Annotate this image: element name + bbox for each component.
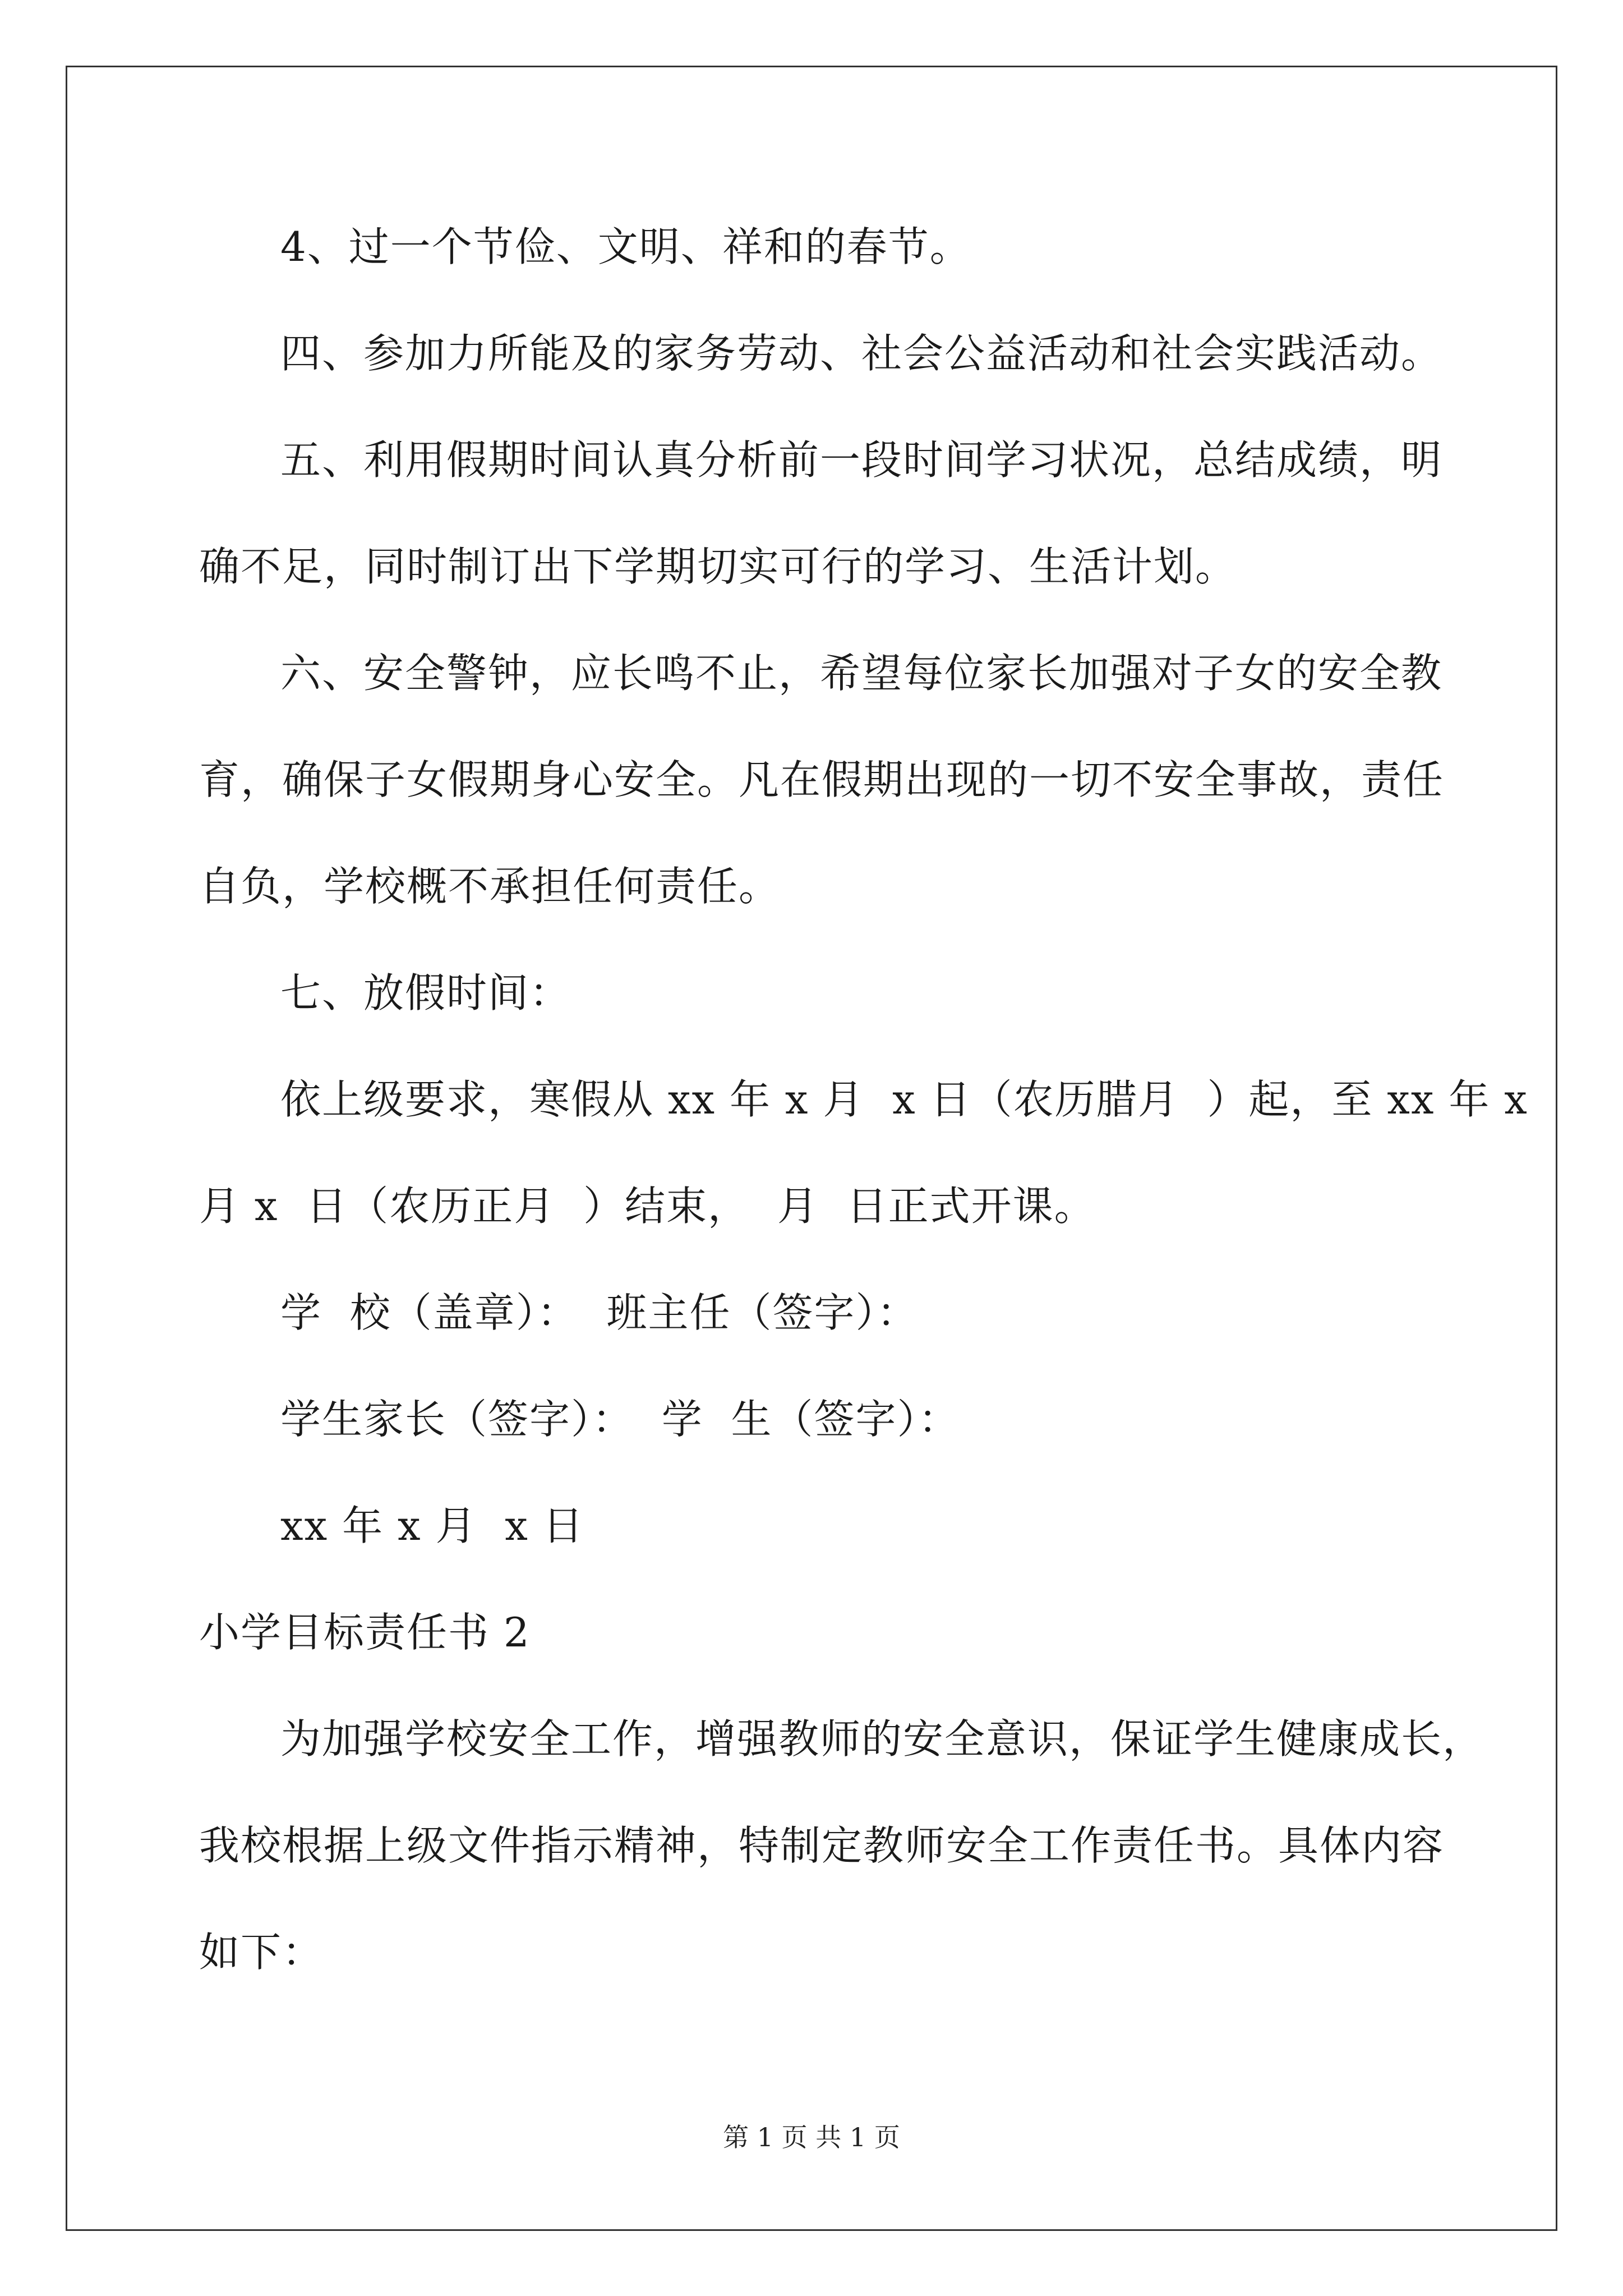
text-line-10: 月 x 日（农历正月 ）结束， 月 日正式开课。 bbox=[199, 1182, 1096, 1230]
signature-line-school: 学 校（盖章）： 班主任（签字）： bbox=[280, 1289, 919, 1336]
date-line: xx 年 x 月 x 日 bbox=[280, 1502, 584, 1549]
signature-line-parent: 学生家长（签字）： 学 生（签字）： bbox=[280, 1396, 960, 1443]
page-number-footer: 第 1 页 共 1 页 bbox=[723, 2122, 900, 2152]
text-line-9: 依上级要求，寒假从 xx 年 x 月 x 日（农历腊月 ）起，至 xx 年 x bbox=[280, 1076, 1528, 1123]
text-line-16: 我校根据上级文件指示精神，特制定教师安全工作责任书。具体内容 bbox=[199, 1822, 1445, 1869]
page-border bbox=[66, 66, 1557, 2231]
text-line-6: 育，确保子女假期身心安全。凡在假期出现的一切不安全事故，责任 bbox=[199, 756, 1445, 803]
text-line-8: 七、放假时间： bbox=[280, 969, 571, 1016]
section-heading: 小学目标责任书 2 bbox=[199, 1609, 531, 1656]
text-line-2: 四、参加力所能及的家务劳动、社会公益活动和社会实践活动。 bbox=[280, 330, 1443, 377]
text-line-3: 五、利用假期时间认真分析前一段时间学习状况，总结成绩，明 bbox=[280, 436, 1443, 484]
text-line-4: 确不足，同时制订出下学期切实可行的学习、生活计划。 bbox=[199, 543, 1237, 590]
text-line-5: 六、安全警钟，应长鸣不止，希望每位家长加强对子女的安全教 bbox=[280, 650, 1443, 697]
text-line-1: 4、过一个节俭、文明、祥和的春节。 bbox=[280, 223, 971, 270]
text-line-17: 如下： bbox=[199, 1929, 324, 1976]
text-line-7: 自负，学校概不承担任何责任。 bbox=[199, 863, 781, 910]
text-line-15: 为加强学校安全工作，增强教师的安全意识，保证学生健康成长， bbox=[280, 1715, 1484, 1763]
